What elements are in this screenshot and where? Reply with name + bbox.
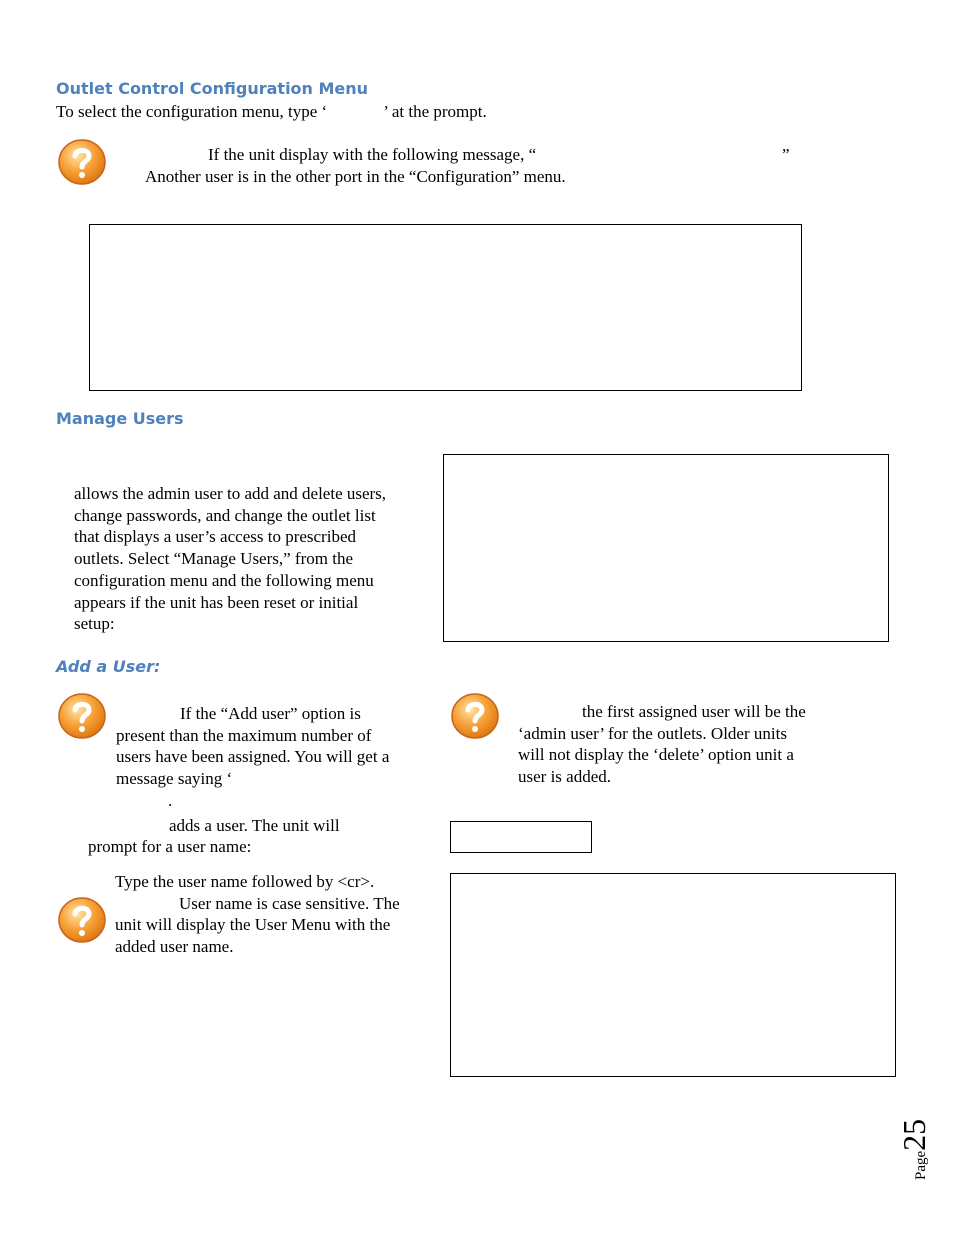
select-config-before: To select the configuration menu, type ‘ (56, 102, 328, 121)
manage-users-line: configuration menu and the following menu (74, 570, 374, 590)
note-add-option (116, 703, 436, 812)
note-add-line: If the “Add user” option is (180, 704, 361, 723)
note-type-line: unit will display the User Menu with the (115, 915, 391, 935)
manage-users-line: setup: (74, 614, 115, 634)
question-icon (450, 692, 500, 740)
section-heading-manage-users: Manage Users (56, 409, 184, 428)
manage-users-line: appears if the unit has been reset or initial (74, 592, 359, 612)
question-icon (57, 692, 107, 740)
manage-users-line: change passwords, and change the outlet list (74, 505, 376, 525)
section-heading-outlet-config: Outlet Control Configuration Menu (56, 79, 369, 98)
manage-users-menu-screenshot-box (443, 454, 889, 642)
manage-users-description (74, 483, 434, 635)
adds-user-line1: adds a user. The unit will (169, 816, 340, 835)
note-add-line: present than the maximum number of (116, 725, 372, 745)
select-config-text (56, 101, 487, 123)
section-heading-add-user: Add a User: (56, 657, 161, 676)
page-label: Page (913, 1150, 929, 1180)
note-add-line: . (168, 790, 173, 810)
note-add-line: message saying ‘ (116, 769, 233, 789)
adds-user-line2: prompt for a user name: (88, 837, 252, 856)
manage-users-line: allows the admin user to add and delete users, (74, 484, 387, 503)
page-number (896, 1080, 936, 1180)
manage-users-line: outlets. Select “Manage Users,” from the (74, 549, 353, 569)
select-config-after: ’ at the prompt. (383, 102, 487, 121)
question-icon (57, 896, 107, 944)
note-admin-line: ‘admin user’ for the outlets. Older units (518, 723, 787, 743)
note-config-line1 (208, 144, 536, 166)
note-config-line1-end: ” (782, 145, 790, 164)
manage-users-line: that displays a user’s access to prescribed (74, 527, 356, 547)
config-menu-screenshot-box (89, 224, 802, 391)
note-config-line2: Another user is in the other port in the “Configuration” menu. (145, 167, 566, 186)
user-menu-screenshot-box (450, 873, 896, 1077)
note-type-line: added user name. (115, 937, 234, 957)
note-config-line1-start: If the unit display with the following message, “ (208, 145, 537, 164)
username-prompt-box (450, 821, 592, 853)
note-add-line: users have been assigned. You will get a (116, 747, 390, 767)
note-admin-line: the first assigned user will be the (582, 702, 806, 721)
page-number-value: 25 (896, 1118, 932, 1151)
note-type-name (115, 871, 435, 958)
note-type-line: User name is case sensitive. The (179, 893, 400, 913)
note-admin-line: will not display the ‘delete’ option unit a (518, 745, 794, 765)
question-icon (57, 138, 107, 186)
note-admin (518, 701, 858, 788)
note-admin-line: user is added. (518, 767, 612, 787)
note-type-line: Type the user name followed by <cr>. (115, 872, 375, 891)
